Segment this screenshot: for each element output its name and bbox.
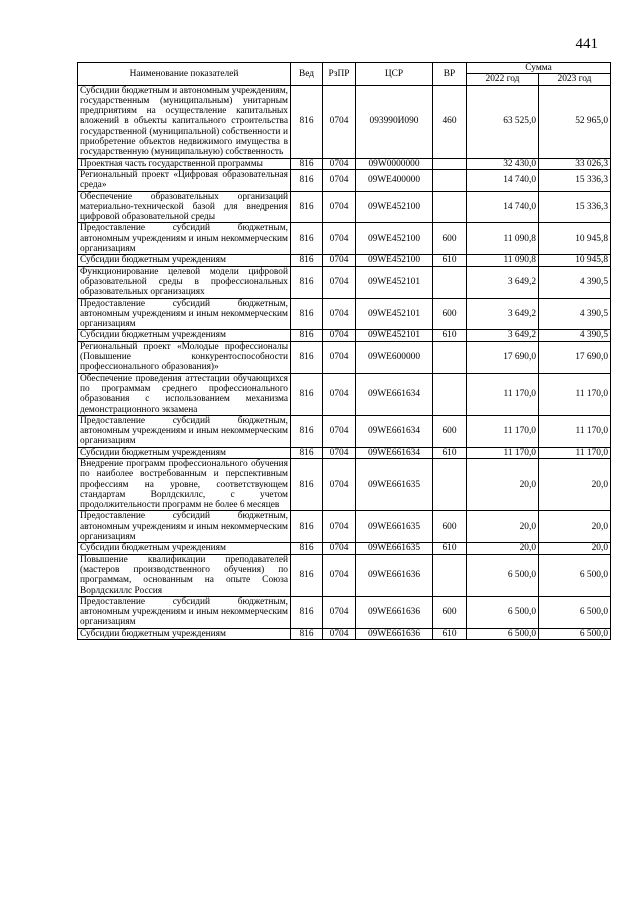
row-name: Предоставление субсидий бюджетным, автономным учреждениям и иным некоммерческим организациям: [78, 596, 291, 628]
table-row: [78, 415, 611, 447]
row-name: Внедрение программ профессионального обучения по наиболее востребованным и перспективным профессиям на уровне, соответствующем стандартам Ворлдскиллс, с учетом продолжительности программ не более 6 месяцев: [78, 458, 291, 510]
row-csr: 09WE661634: [356, 447, 433, 458]
row-rzpr: 0704: [323, 554, 356, 596]
table-row: [78, 169, 611, 191]
row-csr: 09WE661634: [356, 373, 433, 415]
row-vr: 600: [433, 511, 467, 543]
row-ved: 816: [291, 458, 323, 510]
row-name: Субсидии бюджетным и автономным учреждениям, государственным (муниципальным) унитарным предприятиям на осуществление капитальных вложений в объекты капитального строительства государственной (муниципальной) собственности и приобретение объектов недвижимого имущества в государственную (муниципальную) собственность: [78, 85, 291, 158]
row-ved: 816: [291, 543, 323, 554]
row-sum-2023: 11 170,0: [539, 373, 611, 415]
row-sum-2022: 6 500,0: [467, 554, 539, 596]
row-sum-2023: 10 945,8: [539, 255, 611, 266]
row-name: Обеспечение проведения аттестации обучающихся по программам среднего профессионального образования с использованием механизма демонстрационного экзамена: [78, 373, 291, 415]
budget-table: [77, 62, 611, 640]
row-sum-2023: 15 336,3: [539, 169, 611, 191]
row-ved: 816: [291, 298, 323, 330]
row-name: Функционирование целевой модели цифровой образовательной среды в профессиональных образовательных организациях: [78, 266, 291, 298]
table-header: [78, 63, 611, 86]
row-vr: [433, 554, 467, 596]
row-ved: 816: [291, 415, 323, 447]
row-sum-2022: 20,0: [467, 511, 539, 543]
row-sum-2023: 11 170,0: [539, 415, 611, 447]
row-rzpr: 0704: [323, 298, 356, 330]
row-sum-2023: 6 500,0: [539, 596, 611, 628]
row-vr: [433, 158, 467, 169]
row-ved: 816: [291, 330, 323, 341]
table-body: [78, 85, 611, 639]
row-name: Предоставление субсидий бюджетным, автономным учреждениям и иным некоммерческим организациям: [78, 298, 291, 330]
table-row: [78, 298, 611, 330]
row-ved: 816: [291, 511, 323, 543]
row-name: Обеспечение образовательных организаций материально-технической базой для внедрения цифровой образовательной среды: [78, 191, 291, 223]
row-rzpr: 0704: [323, 169, 356, 191]
row-rzpr: 0704: [323, 158, 356, 169]
row-name: Проектная часть государственной программы: [78, 158, 291, 169]
row-sum-2022: 14 740,0: [467, 169, 539, 191]
row-sum-2022: 14 740,0: [467, 191, 539, 223]
row-ved: 816: [291, 158, 323, 169]
row-rzpr: 0704: [323, 543, 356, 554]
row-sum-2022: 17 690,0: [467, 341, 539, 373]
row-csr: 09WE452100: [356, 223, 433, 255]
row-name: Региональный проект «Молодые профессионалы (Повышение конкурентоспособности профессионального образования)»: [78, 341, 291, 373]
row-sum-2023: 4 390,5: [539, 298, 611, 330]
header-rzpr: РзПР: [323, 63, 356, 86]
row-sum-2023: 10 945,8: [539, 223, 611, 255]
row-ved: 816: [291, 341, 323, 373]
table-row: [78, 330, 611, 341]
row-rzpr: 0704: [323, 511, 356, 543]
row-rzpr: 0704: [323, 596, 356, 628]
table-row: [78, 554, 611, 596]
row-csr: 09WE400000: [356, 169, 433, 191]
header-name: Наименование показателей: [78, 63, 291, 86]
row-csr: 093990И090: [356, 85, 433, 158]
row-rzpr: 0704: [323, 447, 356, 458]
row-name: Предоставление субсидий бюджетным, автономным учреждениям и иным некоммерческим организациям: [78, 223, 291, 255]
row-vr: 610: [433, 255, 467, 266]
row-rzpr: 0704: [323, 341, 356, 373]
row-ved: 816: [291, 447, 323, 458]
header-vr: ВР: [433, 63, 467, 86]
row-name: Субсидии бюджетным учреждениям: [78, 628, 291, 639]
row-sum-2023: 52 965,0: [539, 85, 611, 158]
row-vr: 600: [433, 223, 467, 255]
row-sum-2022: 11 090,8: [467, 255, 539, 266]
row-ved: 816: [291, 266, 323, 298]
header-csr: ЦСР: [356, 63, 433, 86]
row-vr: 610: [433, 447, 467, 458]
row-csr: 09WE452101: [356, 330, 433, 341]
row-ved: 816: [291, 628, 323, 639]
row-sum-2023: 15 336,3: [539, 191, 611, 223]
row-vr: [433, 266, 467, 298]
row-ved: 816: [291, 255, 323, 266]
table-row: [78, 341, 611, 373]
row-sum-2023: 11 170,0: [539, 447, 611, 458]
table-row: [78, 458, 611, 510]
row-name: Предоставление субсидий бюджетным, автономным учреждениям и иным некоммерческим организациям: [78, 415, 291, 447]
row-ved: 816: [291, 85, 323, 158]
table-row: [78, 158, 611, 169]
table-row: [78, 628, 611, 639]
row-vr: [433, 169, 467, 191]
header-year-2022: 2022 год: [467, 74, 539, 85]
row-csr: 09WE661635: [356, 543, 433, 554]
table-row: [78, 223, 611, 255]
row-rzpr: 0704: [323, 223, 356, 255]
row-sum-2023: 17 690,0: [539, 341, 611, 373]
row-csr: 09WE661634: [356, 415, 433, 447]
row-sum-2022: 3 649,2: [467, 266, 539, 298]
row-csr: 09WE661636: [356, 628, 433, 639]
row-name: Региональный проект «Цифровая образовательная среда»: [78, 169, 291, 191]
row-sum-2022: 20,0: [467, 543, 539, 554]
table-row: [78, 85, 611, 158]
row-name: Субсидии бюджетным учреждениям: [78, 330, 291, 341]
row-ved: 816: [291, 596, 323, 628]
row-rzpr: 0704: [323, 266, 356, 298]
row-vr: [433, 341, 467, 373]
row-csr: 09WE661636: [356, 596, 433, 628]
row-name: Предоставление субсидий бюджетным, автономным учреждениям и иным некоммерческим организациям: [78, 511, 291, 543]
row-sum-2023: 20,0: [539, 458, 611, 510]
row-sum-2022: 20,0: [467, 458, 539, 510]
row-name: Субсидии бюджетным учреждениям: [78, 447, 291, 458]
row-vr: 600: [433, 415, 467, 447]
row-sum-2022: 11 170,0: [467, 447, 539, 458]
row-vr: 610: [433, 628, 467, 639]
table-row: [78, 596, 611, 628]
row-name: Субсидии бюджетным учреждениям: [78, 543, 291, 554]
row-csr: 09WE661635: [356, 458, 433, 510]
header-year-2023: 2023 год: [539, 74, 611, 85]
row-vr: [433, 458, 467, 510]
row-sum-2022: 6 500,0: [467, 596, 539, 628]
table-row: [78, 447, 611, 458]
row-ved: 816: [291, 191, 323, 223]
row-vr: 600: [433, 596, 467, 628]
row-csr: 09WE600000: [356, 341, 433, 373]
table-row: [78, 543, 611, 554]
header-ved: Вед: [291, 63, 323, 86]
row-sum-2023: 4 390,5: [539, 266, 611, 298]
row-vr: 610: [433, 330, 467, 341]
row-ved: 816: [291, 554, 323, 596]
row-vr: [433, 373, 467, 415]
table-row: [78, 511, 611, 543]
row-sum-2022: 32 430,0: [467, 158, 539, 169]
row-rzpr: 0704: [323, 191, 356, 223]
page-number: 441: [575, 36, 598, 52]
row-rzpr: 0704: [323, 85, 356, 158]
row-sum-2022: 3 649,2: [467, 298, 539, 330]
table-row: [78, 266, 611, 298]
row-sum-2022: 3 649,2: [467, 330, 539, 341]
row-rzpr: 0704: [323, 415, 356, 447]
row-ved: 816: [291, 169, 323, 191]
row-ved: 816: [291, 223, 323, 255]
row-sum-2023: 4 390,5: [539, 330, 611, 341]
row-ved: 816: [291, 373, 323, 415]
header-sum: Сумма: [467, 63, 611, 74]
row-rzpr: 0704: [323, 373, 356, 415]
row-vr: 600: [433, 298, 467, 330]
table-row: [78, 373, 611, 415]
row-sum-2022: 11 170,0: [467, 415, 539, 447]
row-csr: 09WE452101: [356, 266, 433, 298]
table-row: [78, 255, 611, 266]
row-sum-2023: 20,0: [539, 511, 611, 543]
row-csr: 09WE661635: [356, 511, 433, 543]
row-rzpr: 0704: [323, 628, 356, 639]
row-sum-2022: 63 525,0: [467, 85, 539, 158]
row-csr: 09W0000000: [356, 158, 433, 169]
row-csr: 09WE452100: [356, 255, 433, 266]
row-name: Субсидии бюджетным учреждениям: [78, 255, 291, 266]
table-row: [78, 191, 611, 223]
row-vr: 610: [433, 543, 467, 554]
row-csr: 09WE452101: [356, 298, 433, 330]
row-rzpr: 0704: [323, 458, 356, 510]
row-csr: 09WE452100: [356, 191, 433, 223]
row-sum-2022: 11 090,8: [467, 223, 539, 255]
row-rzpr: 0704: [323, 330, 356, 341]
row-sum-2023: 6 500,0: [539, 628, 611, 639]
row-vr: [433, 191, 467, 223]
row-sum-2023: 6 500,0: [539, 554, 611, 596]
row-sum-2022: 6 500,0: [467, 628, 539, 639]
row-name: Повышение квалификации преподавателей (мастеров производственного обучения) по программам, основанным на опыте Союза Ворлдскиллс Россия: [78, 554, 291, 596]
row-vr: 460: [433, 85, 467, 158]
row-sum-2023: 20,0: [539, 543, 611, 554]
row-sum-2022: 11 170,0: [467, 373, 539, 415]
row-csr: 09WE661636: [356, 554, 433, 596]
row-sum-2023: 33 026,3: [539, 158, 611, 169]
row-rzpr: 0704: [323, 255, 356, 266]
